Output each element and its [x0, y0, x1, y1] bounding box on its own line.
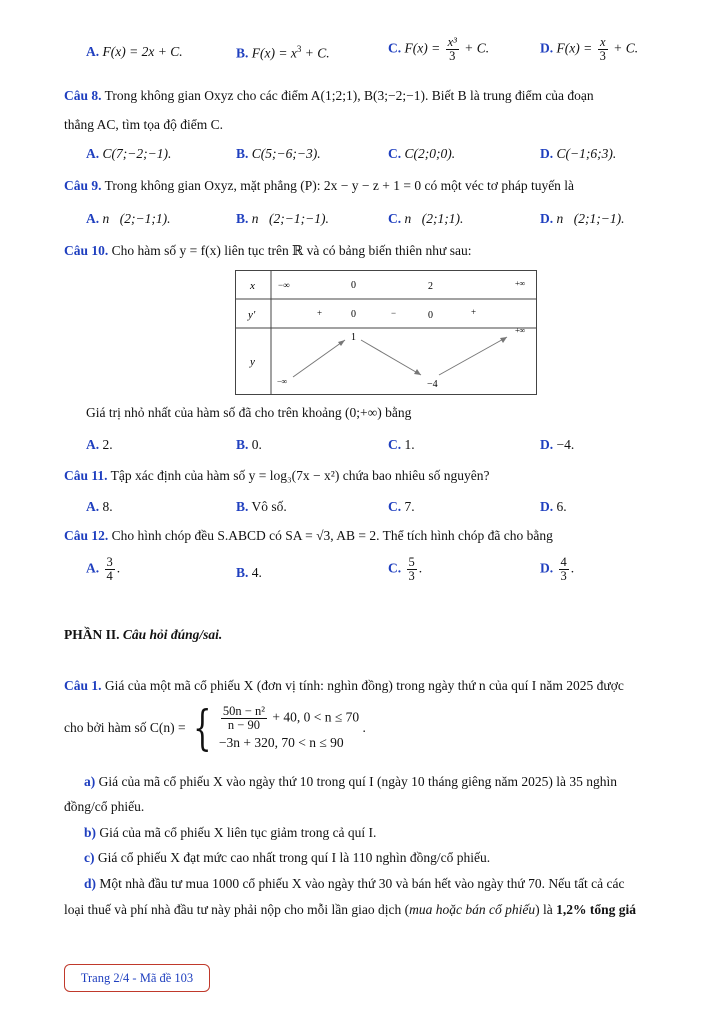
q9-option-d[interactable]	[540, 211, 624, 227]
question-number: Câu 1.	[64, 678, 102, 693]
y-value: 1	[351, 332, 356, 343]
option-label: D.	[540, 499, 554, 514]
p2q1-stem	[64, 678, 689, 694]
option-label: B.	[236, 437, 249, 452]
y-value: +∞	[515, 326, 526, 335]
option-text-tail: + C.	[613, 40, 639, 56]
q11-option-c[interactable]	[388, 499, 415, 515]
option-text-tail: + C.	[464, 40, 490, 56]
option-text: n⃗(2;1;1).	[404, 211, 464, 226]
q8-option-c[interactable]	[388, 146, 455, 162]
arrow-up	[439, 337, 507, 375]
option-label: D.	[540, 40, 554, 56]
option-label: B.	[236, 146, 249, 161]
option-text: −4.	[556, 437, 575, 452]
yprime-zero: 0	[351, 309, 356, 320]
option-label: A.	[86, 146, 100, 161]
option-text: F(x) = x	[251, 45, 297, 61]
question-text: Cho hàm số y = f(x) liên tục trên ℝ và có bảng biến thiên như sau:	[108, 243, 472, 258]
q12-option-a[interactable]: A. $\frac{3}{4}$ .	[86, 555, 121, 584]
p2q1-item-b[interactable]	[64, 821, 689, 845]
question-number: Câu 9.	[64, 178, 102, 193]
part-subtitle: Câu hỏi đúng/sai.	[119, 627, 223, 642]
option-text: 1.	[404, 437, 415, 452]
arrow-up	[293, 340, 345, 377]
option-text: F(x) =	[404, 40, 441, 56]
brace: {	[193, 700, 212, 756]
p2q1-item-d-line2	[64, 898, 689, 922]
variation-table-svg	[235, 270, 537, 395]
question-text: Trong không gian Oxyz cho các điểm A(1;2;1), B(3;−2;−1). Biết B là trung điểm của đoạn	[101, 88, 594, 103]
option-text: 0.	[251, 437, 262, 452]
page-footer: Trang 2/4 - Mã đề 103	[64, 964, 210, 992]
option-text: C(7;−2;−1).	[102, 146, 172, 161]
q8-stem-line2	[64, 117, 689, 133]
item-text: ) là	[535, 902, 557, 917]
item-text: Giá cổ phiếu X đạt mức cao nhất trong quí I là 110 nghìn đồng/cổ phiếu.	[94, 850, 491, 865]
x-row-label: x	[250, 280, 255, 292]
x-value: +∞	[515, 279, 526, 288]
question-text: Tập xác định của hàm số y = log₃(7x − x²) chứa bao nhiêu số nguyên?	[107, 468, 490, 483]
option-label: C.	[388, 499, 402, 514]
case-1-tail: + 40, 0 < n ≤ 70	[272, 710, 360, 725]
q8-option-b[interactable]	[236, 146, 321, 162]
q9-option-a[interactable]	[86, 211, 170, 227]
question-text: Trong không gian Oxyz, mặt phẳng (P): 2x − y − z + 1 = 0 có một véc tơ pháp tuyến là	[101, 178, 575, 193]
fraction: $\frac{\text{x³}}{3}$	[447, 35, 457, 64]
item-text: Giá của mã cổ phiếu X liên tục giảm trong cả quí I.	[96, 825, 377, 840]
part2-title	[64, 627, 689, 643]
option-text: 7.	[404, 499, 415, 514]
q8-option-a[interactable]	[86, 146, 171, 162]
p2q1-item-c[interactable]	[64, 846, 689, 870]
q12-stem	[64, 528, 689, 544]
yprime-sign: +	[317, 308, 323, 318]
option-text: C(5;−6;−3).	[251, 146, 321, 161]
x-value: 0	[351, 280, 356, 291]
q8-option-d[interactable]	[540, 146, 616, 162]
item-text: Một nhà đầu tư mua 1000 cổ phiếu X vào ngày thứ 30 và bán hết vào ngày thứ 70. Nếu tất cả các	[96, 876, 625, 891]
q12-option-c[interactable]: C. $\frac{5}{3}$ .	[388, 555, 423, 584]
part-label: PHẦN II.	[64, 627, 120, 642]
q7-option-b[interactable]	[236, 44, 330, 62]
option-label: A.	[86, 560, 100, 576]
option-label: B.	[236, 499, 249, 514]
option-label: B.	[236, 211, 249, 226]
option-text: n⃗(2;1;−1).	[556, 211, 625, 226]
p2q1-item-d[interactable]	[64, 872, 689, 896]
q10-option-b[interactable]	[236, 437, 262, 453]
q10-option-c[interactable]	[388, 437, 415, 453]
case-1	[219, 705, 359, 732]
option-label: C.	[388, 211, 402, 226]
option-text: n⃗(2;−1;1).	[102, 211, 171, 226]
q11-option-b[interactable]	[236, 499, 287, 515]
q10-option-a[interactable]	[86, 437, 113, 453]
fraction: $\frac{4}{3}$	[560, 555, 567, 584]
question-text: Cho hình chóp đều S.ABCD có SA = √3, AB = 2. Thể tích hình chóp đã cho bằng	[108, 528, 553, 543]
option-label: A.	[86, 437, 100, 452]
case-2: −3n + 320, 70 < n ≤ 90	[218, 734, 344, 750]
item-label: a)	[84, 774, 96, 789]
option-label: D.	[540, 146, 554, 161]
q10-option-d[interactable]	[540, 437, 574, 453]
item-text: loại thuế và phí nhà đầu tư này phải nộp cho mỗi lần giao dịch (	[64, 902, 410, 917]
p2q1-function	[64, 700, 689, 756]
option-text: 4.	[251, 565, 262, 580]
fraction: $\frac{\text{50n − n²}}{n - 90}$	[222, 704, 265, 733]
variation-table	[235, 270, 537, 395]
option-text: 6.	[556, 499, 567, 514]
question-number: Câu 8.	[64, 88, 102, 103]
q11-option-d[interactable]	[540, 499, 567, 515]
item-label: d)	[84, 876, 97, 891]
option-label: D.	[540, 437, 554, 452]
question-text: thẳng AC, tìm tọa độ điểm C.	[64, 117, 223, 132]
option-label: A.	[86, 499, 100, 514]
q9-stem	[64, 178, 689, 194]
q11-stem	[64, 468, 689, 484]
item-text-bold: 1,2% tổng giá	[556, 902, 636, 917]
q7-option-d[interactable]	[540, 36, 638, 63]
option-text: 8.	[102, 499, 113, 514]
yprime-sign: −	[391, 308, 397, 318]
option-label: C.	[388, 560, 402, 576]
q9-option-b[interactable]	[236, 211, 329, 227]
q7-option-a[interactable]	[86, 44, 183, 60]
arrowhead	[338, 340, 345, 346]
q10-question	[86, 405, 689, 421]
question-number: Câu 11.	[64, 468, 108, 483]
fraction: $\frac{x}{3}$	[599, 35, 606, 64]
question-text: Giá của một mã cổ phiếu X (đơn vị tính: nghìn đồng) trong ngày thứ n của quí I năm 2025 được	[101, 678, 624, 693]
option-label: C.	[388, 40, 402, 56]
q11-option-a[interactable]	[86, 499, 113, 515]
function-end: .	[362, 720, 366, 735]
yprime-sign: +	[471, 307, 477, 317]
yprime-row-label: y'	[248, 309, 256, 321]
p2q1-item-a[interactable]	[64, 770, 689, 794]
q10-stem	[64, 243, 689, 259]
option-label: A.	[86, 211, 100, 226]
option-text-tail: + C.	[301, 45, 330, 61]
fraction: $\frac{3}{4}$	[106, 555, 113, 584]
option-text: C(2;0;0).	[404, 146, 456, 161]
p2q1-item-a-line2	[64, 795, 689, 819]
option-label: A.	[86, 44, 100, 59]
piecewise-cases	[219, 705, 359, 750]
fraction: $\frac{5}{3}$	[408, 555, 415, 584]
item-text: Giá của mã cổ phiếu X vào ngày thứ 10 trong quí I (ngày 10 tháng giêng năm 2025) là 35 nghìn	[95, 774, 617, 789]
option-text: F(x) = 2x + C.	[102, 44, 183, 59]
option-label: D.	[540, 560, 554, 576]
q9-option-c[interactable]	[388, 211, 463, 227]
y-value: −4	[427, 379, 438, 390]
x-value: 2	[428, 281, 433, 292]
option-text: F(x) =	[556, 40, 593, 56]
item-label: b)	[84, 825, 97, 840]
option-text: C(−1;6;3).	[556, 146, 617, 161]
arrow-down	[361, 340, 421, 375]
option-label: B.	[236, 45, 249, 61]
option-label: C.	[388, 437, 402, 452]
question-text: Giá trị nhỏ nhất của hàm số đã cho trên khoảng (0;+∞) bằng	[86, 405, 412, 420]
option-label: C.	[388, 146, 402, 161]
question-number: Câu 12.	[64, 528, 109, 543]
x-value: −∞	[278, 280, 290, 290]
item-text-italic: mua hoặc bán cổ phiếu	[409, 902, 536, 917]
option-sup: 3	[296, 44, 302, 54]
q12-option-b[interactable]	[236, 565, 262, 581]
option-label: D.	[540, 211, 554, 226]
yprime-zero: 0	[428, 310, 433, 321]
q7-option-c[interactable]	[388, 36, 489, 63]
option-text: Vô số.	[251, 499, 287, 514]
option-text: n⃗(2;−1;−1).	[251, 211, 329, 226]
option-text: 2.	[102, 437, 113, 452]
q8-stem	[64, 88, 689, 104]
function-lead: cho bởi hàm số C(n) =	[64, 720, 186, 735]
item-label: c)	[84, 850, 95, 865]
y-value: −∞	[277, 377, 288, 386]
q12-option-d[interactable]: D. $\frac{4}{3}$ .	[540, 555, 575, 584]
item-text: đồng/cổ phiếu.	[64, 799, 145, 814]
y-row-label: y	[250, 356, 255, 368]
option-label: B.	[236, 565, 249, 580]
question-number: Câu 10.	[64, 243, 109, 258]
